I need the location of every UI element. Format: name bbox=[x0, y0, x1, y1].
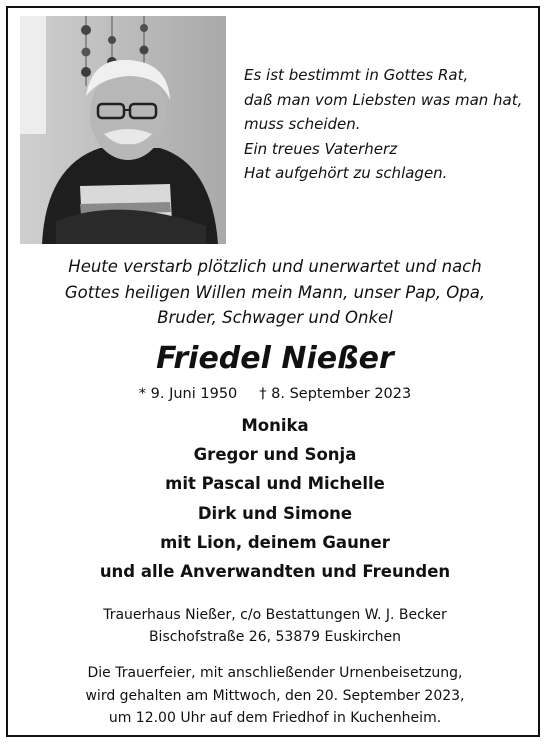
mourner-line: mit Pascal und Michelle bbox=[165, 474, 385, 494]
mourner-line: und alle Anverwandten und Freunden bbox=[99, 562, 451, 582]
poem-line: Hat aufgehört zu schlagen. bbox=[244, 164, 448, 182]
mourner-line: Gregor und Sonja bbox=[193, 445, 357, 465]
address-line: Trauerhaus Nießer, c/o Bestattungen W. J. Becker bbox=[103, 607, 447, 623]
ceremony-info bbox=[14, 662, 536, 730]
ceremony-line: um 12.00 Uhr auf dem Friedhof in Kuchenheim. bbox=[108, 710, 442, 726]
portrait-photo bbox=[20, 16, 226, 244]
mourners-list bbox=[14, 411, 536, 586]
mourner-line: Dirk und Simone bbox=[197, 503, 353, 523]
intro-line: Heute verstarb plötzlich und unerwartet und nach bbox=[68, 257, 482, 276]
ceremony-line: Die Trauerfeier, mit anschließender Urnenbeisetzung, bbox=[87, 665, 463, 681]
intro-line: Bruder, Schwager und Onkel bbox=[157, 308, 393, 327]
poem bbox=[244, 63, 534, 186]
intro-text bbox=[14, 254, 536, 331]
poem-line: muss scheiden. bbox=[244, 115, 361, 133]
intro-line: Gottes heiligen Willen mein Mann, unser Pap, Opa, bbox=[64, 282, 486, 302]
poem-line: Es ist bestimmt in Gottes Rat, bbox=[244, 66, 469, 84]
death-date: † 8. September 2023 bbox=[259, 386, 412, 402]
mourning-house-address bbox=[14, 604, 536, 648]
ceremony-line: wird gehalten am Mittwoch, den 20. September 2023, bbox=[85, 687, 465, 704]
deceased-name: Friedel Nießer bbox=[156, 341, 394, 376]
birth-date: * 9. Juni 1950 bbox=[138, 386, 238, 402]
address-line: Bischofstraße 26, 53879 Euskirchen bbox=[148, 629, 402, 645]
portrait-illustration bbox=[20, 16, 226, 244]
mourner-line: Monika bbox=[241, 416, 309, 435]
poem-line: daß man vom Liebsten was man hat, bbox=[244, 90, 523, 109]
life-dates bbox=[14, 383, 536, 405]
poem-line: Ein treues Vaterherz bbox=[244, 139, 398, 158]
mourner-line: mit Lion, deinem Gauner bbox=[160, 532, 390, 552]
